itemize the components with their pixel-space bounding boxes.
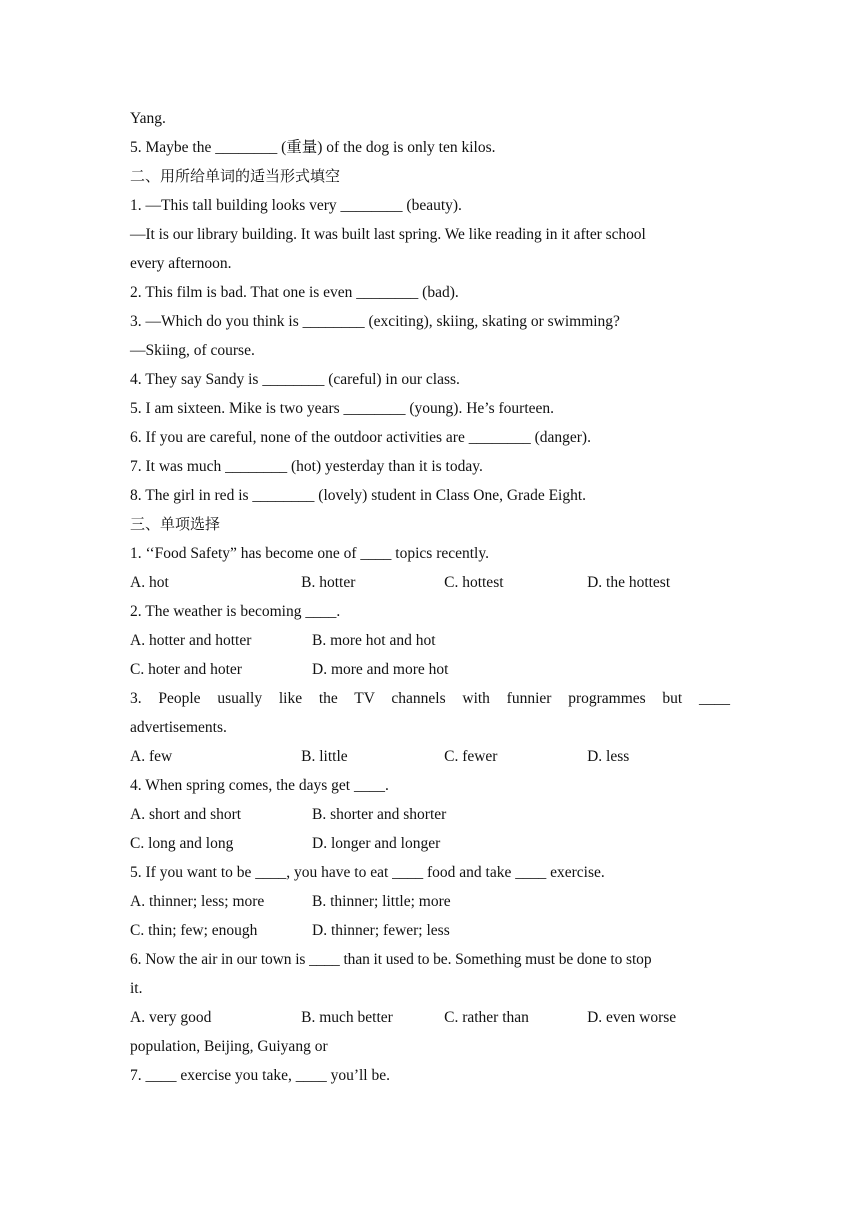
option-a: A. short and short xyxy=(130,806,242,823)
option-a: A. thinner; less; more xyxy=(130,893,265,910)
question-form-7: 7. It was much ________ (hot) yesterday than it is today. xyxy=(130,458,483,475)
option-a: A. hot xyxy=(130,574,169,591)
question-choice-2: 2. The weather is becoming ____. xyxy=(130,603,341,620)
option-b: B. thinner; little; more xyxy=(312,893,451,910)
worksheet-page xyxy=(130,104,730,1090)
option-d: D. more and more hot xyxy=(312,661,449,678)
option-d: D. longer and longer xyxy=(312,835,441,852)
question-choice-7: 7. ____ exercise you take, ____ you’ll be. xyxy=(130,1067,390,1084)
question-form-1-reply-cont: every afternoon. xyxy=(130,255,232,272)
option-d: D. even worse xyxy=(587,1009,677,1026)
option-b: B. little xyxy=(301,748,348,765)
options-row xyxy=(130,655,730,684)
options-row xyxy=(130,916,730,945)
question-choice-4: 4. When spring comes, the days get ____. xyxy=(130,777,389,794)
option-b: B. much better xyxy=(301,1009,393,1026)
options-row xyxy=(130,568,730,597)
question-form-8: 8. The girl in red is ________ (lovely) student in Class One, Grade Eight. xyxy=(130,487,587,504)
option-a: A. very good xyxy=(130,1009,212,1026)
options-row xyxy=(130,1003,730,1032)
options-row xyxy=(130,887,730,916)
option-c: C. hottest xyxy=(444,574,504,591)
question-form-1-reply: —It is our library building. It was built last spring. We like reading in it after school xyxy=(130,226,646,243)
question-form-3: 3. —Which do you think is ________ (exciting), skiing, skating or swimming? xyxy=(130,313,620,330)
options-row xyxy=(130,742,730,771)
option-b: B. shorter and shorter xyxy=(312,806,447,823)
question-form-4: 4. They say Sandy is ________ (careful) in our class. xyxy=(130,371,460,388)
option-c: C. hoter and hoter xyxy=(130,661,242,678)
option-c: C. rather than xyxy=(444,1009,529,1026)
question-fill-5: 5. Maybe the ________ (重量) of the dog is only ten kilos. xyxy=(130,139,496,156)
option-b: B. more hot and hot xyxy=(312,632,436,649)
question-form-2: 2. This film is bad. That one is even ________ (bad). xyxy=(130,284,459,301)
question-choice-3: 3. People usually like the TV channels with funnier programmes but ____ xyxy=(130,690,730,707)
option-c: C. thin; few; enough xyxy=(130,922,258,939)
question-choice-1: 1. ‘‘Food Safety” has become one of ____ topics recently. xyxy=(130,545,489,562)
option-d: D. the hottest xyxy=(587,574,671,591)
option-c: C. fewer xyxy=(444,748,498,765)
option-d: D. thinner; fewer; less xyxy=(312,922,450,939)
section-heading-multiple-choice: 三、单项选择 xyxy=(130,515,221,533)
question-choice-3-cont: advertisements. xyxy=(130,719,227,736)
question-choice-5: 5. If you want to be ____, you have to eat ____ food and take ____ exercise. xyxy=(130,864,605,881)
question-choice-6-cont: it. xyxy=(130,980,143,997)
stray-text-line: population, Beijing, Guiyang or xyxy=(130,1038,328,1055)
option-a: A. few xyxy=(130,748,173,765)
options-row xyxy=(130,626,730,655)
text-line: Yang. xyxy=(130,110,166,127)
option-a: A. hotter and hotter xyxy=(130,632,252,649)
option-d: D. less xyxy=(587,748,630,765)
options-row xyxy=(130,829,730,858)
question-form-6: 6. If you are careful, none of the outdoor activities are ________ (danger). xyxy=(130,429,591,446)
options-row xyxy=(130,800,730,829)
question-choice-6: 6. Now the air in our town is ____ than it used to be. Something must be done to stop xyxy=(130,951,652,968)
question-form-3-reply: —Skiing, of course. xyxy=(130,342,255,359)
option-c: C. long and long xyxy=(130,835,234,852)
section-heading-word-forms: 二、用所给单词的适当形式填空 xyxy=(130,167,341,185)
question-form-5: 5. I am sixteen. Mike is two years ________ (young). He’s fourteen. xyxy=(130,400,555,417)
question-form-1: 1. —This tall building looks very ________ (beauty). xyxy=(130,197,462,214)
option-b: B. hotter xyxy=(301,574,356,591)
